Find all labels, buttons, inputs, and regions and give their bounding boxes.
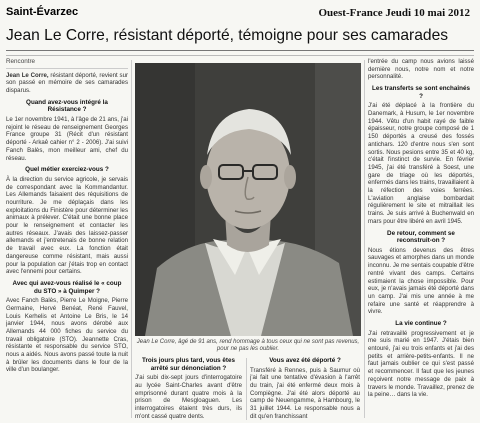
headline-rule [6, 50, 474, 51]
answer-vie-continue: J'ai retravaillé progressivement et je me suis marié en 1947. J'étais bien entouré, j'ai eu trois enfants et j'ai des petits et arrière-petits-enfants. Il ne faut jamais oublier ce qui s'est passé et recommencer. Il faut que les jeunes reçoivent notre message de paix à travers le monde. Travaillez, prenez de la peine… dans la vie. [368, 329, 474, 399]
portrait-photo [135, 63, 361, 336]
question-deportation: Vous avez été déporté ? [269, 357, 341, 364]
headline-subrule [6, 55, 474, 56]
answer-arrestation: J'ai subi dix-sept jours d'interrogatoire au lycée Saint-Charles avant d'être emprisonné durant quatre mois à la prison de Mesgloaguen. Les interrogatoires étaient très durs, ils m'ont cassé quatre dents. [135, 374, 242, 420]
rubrique-label: Rencontre [6, 58, 128, 69]
right-column [368, 58, 474, 420]
masthead: Ouest-France Jeudi 10 mai 2012 [318, 7, 470, 19]
question-reconstruction: De retour, comment se reconstruit-on ? [387, 229, 455, 245]
question-transferts: Les transferts se sont enchaînés ? [372, 85, 470, 100]
column-separator-middle [246, 358, 247, 420]
answer-sto: Avec Fanch Balès, Pierre Le Moigne, Pierre Germaine, Hervé Benéat, René Fauvel, Louis Kerhelis et Antoine Le Bris, le 14 janvier 1944, nous avons dérobé aux Allemands 44 000 fiches du service du travail obligatoire (STO). Jeannette Cras, résistante et responsable du service STO, nous a aidés. Nous avons passé toute la nuit à brûler les documents dans le four de la ville d'un boulanger. [6, 297, 128, 374]
answer-reconstruction: Nous étions devenus des êtres sauvages et amorphes dans un monde inconnu. Je me sentais coupable d'être rentré vivant des camps. Certains estimaient la chose impossible. Pour eux, je n'avais jamais été déporté dans un camp. J'ai mis une année à me refaire une santé et réapprendre à vivre. [368, 246, 474, 316]
column-separator-left [131, 60, 132, 418]
answer-deportation: Transféré à Rennes, puis à Saumur où j'ai fait une tentative d'évasion à l'arrêt du train, j'ai été enfermé deux mois à Compiègne. J'ai été alors déporté au camp de Neuengamme, à Hambourg, le 31 juillet 1944. Le responsable nous a dit qu'en franchissant [250, 366, 360, 420]
column-separator-right [364, 60, 365, 418]
right-intro: l'entrée du camp nous avions laissé dernière nous, notre nom et notre personnalité. [368, 58, 474, 81]
middle-column-a [135, 357, 242, 421]
answer-transferts: J'ai été déplacé à la frontière du Danemark, à Husum, le 1er novembre 1944. Vêtu d'un habit rayé de faible épaisseur, notre groupe composé de 1 150 déportés a creusé des fossés antichars. 120 d'entre nous s'en sont sortis. Nous pesions entre 35 et 40 kg, c'était l'instinct de survie. En février 1945, j'ai été transféré à Soest, une gare de triage où les déportés, enfermés dans les trains, travaillaient à la réfection des voies ferrées. L'aviation anglaise bombardait régulièrement le site et mitraillait les trains. Je suis arrivé à Buchenwald en mars pour être libéré en avril 1945. [368, 102, 474, 225]
portrait-illustration [135, 63, 361, 336]
question-resistance: Quand avez-vous intégré la Résistance ? [26, 98, 108, 114]
answer-metier: À la direction du service agricole, je servais de correspondant avec la Kommandantur. Les Allemands faisaient des réquisitions de nourriture. Je me déplaçais dans les exploitations du Finistère pour déterminer les animaux à prélever. C'était une bonne place pour le renseignement et contacter les autres réseaux. J'avais des laissez-passer allemands et j'entretenais de bonne relation de travail avec eux. La fonction était dangereuse comme résistant, mais aussi pour la population car j'étais trop en contact avec l'ennemi pour certains. [6, 175, 128, 276]
photo-caption: Jean Le Corre, âgé de 91 ans, rend hommage à tous ceux qui ne sont pas revenus, pour ne pas les oublier. [136, 339, 360, 353]
question-vie-continue: La vie continue ? [395, 320, 447, 328]
intro-name: Jean Le Corre, [6, 71, 49, 79]
question-metier: Quel métier exerciez-vous ? [25, 166, 109, 174]
question-arrestation: Trois jours plus tard, vous êtes arrêté sur dénonciation ? [141, 357, 236, 372]
intro-paragraph [6, 72, 128, 95]
intro-rest: résistant déporté, revient sur son passé en mémoire de ses camarades disparus. [6, 71, 128, 95]
answer-resistance: Le 1er novembre 1941, à l'âge de 21 ans, j'ai rejoint le réseau de renseignement Georges France groupe 31 (Récit d'un résistant déporté - Arkaê cahier n° 2 - 2006). J'ai suivi Fanch Balès, mon meilleur ami, chef du réseau. [6, 116, 128, 162]
left-column [6, 58, 128, 420]
section-kicker: Saint-Évarzec [6, 6, 79, 18]
question-sto: Avec qui avez-vous réalisé le « coup du STO » à Quimper ? [12, 279, 122, 295]
middle-column-b [250, 357, 360, 421]
headline: Jean Le Corre, résistant déporté, témoigne pour ses camarades [6, 27, 449, 44]
